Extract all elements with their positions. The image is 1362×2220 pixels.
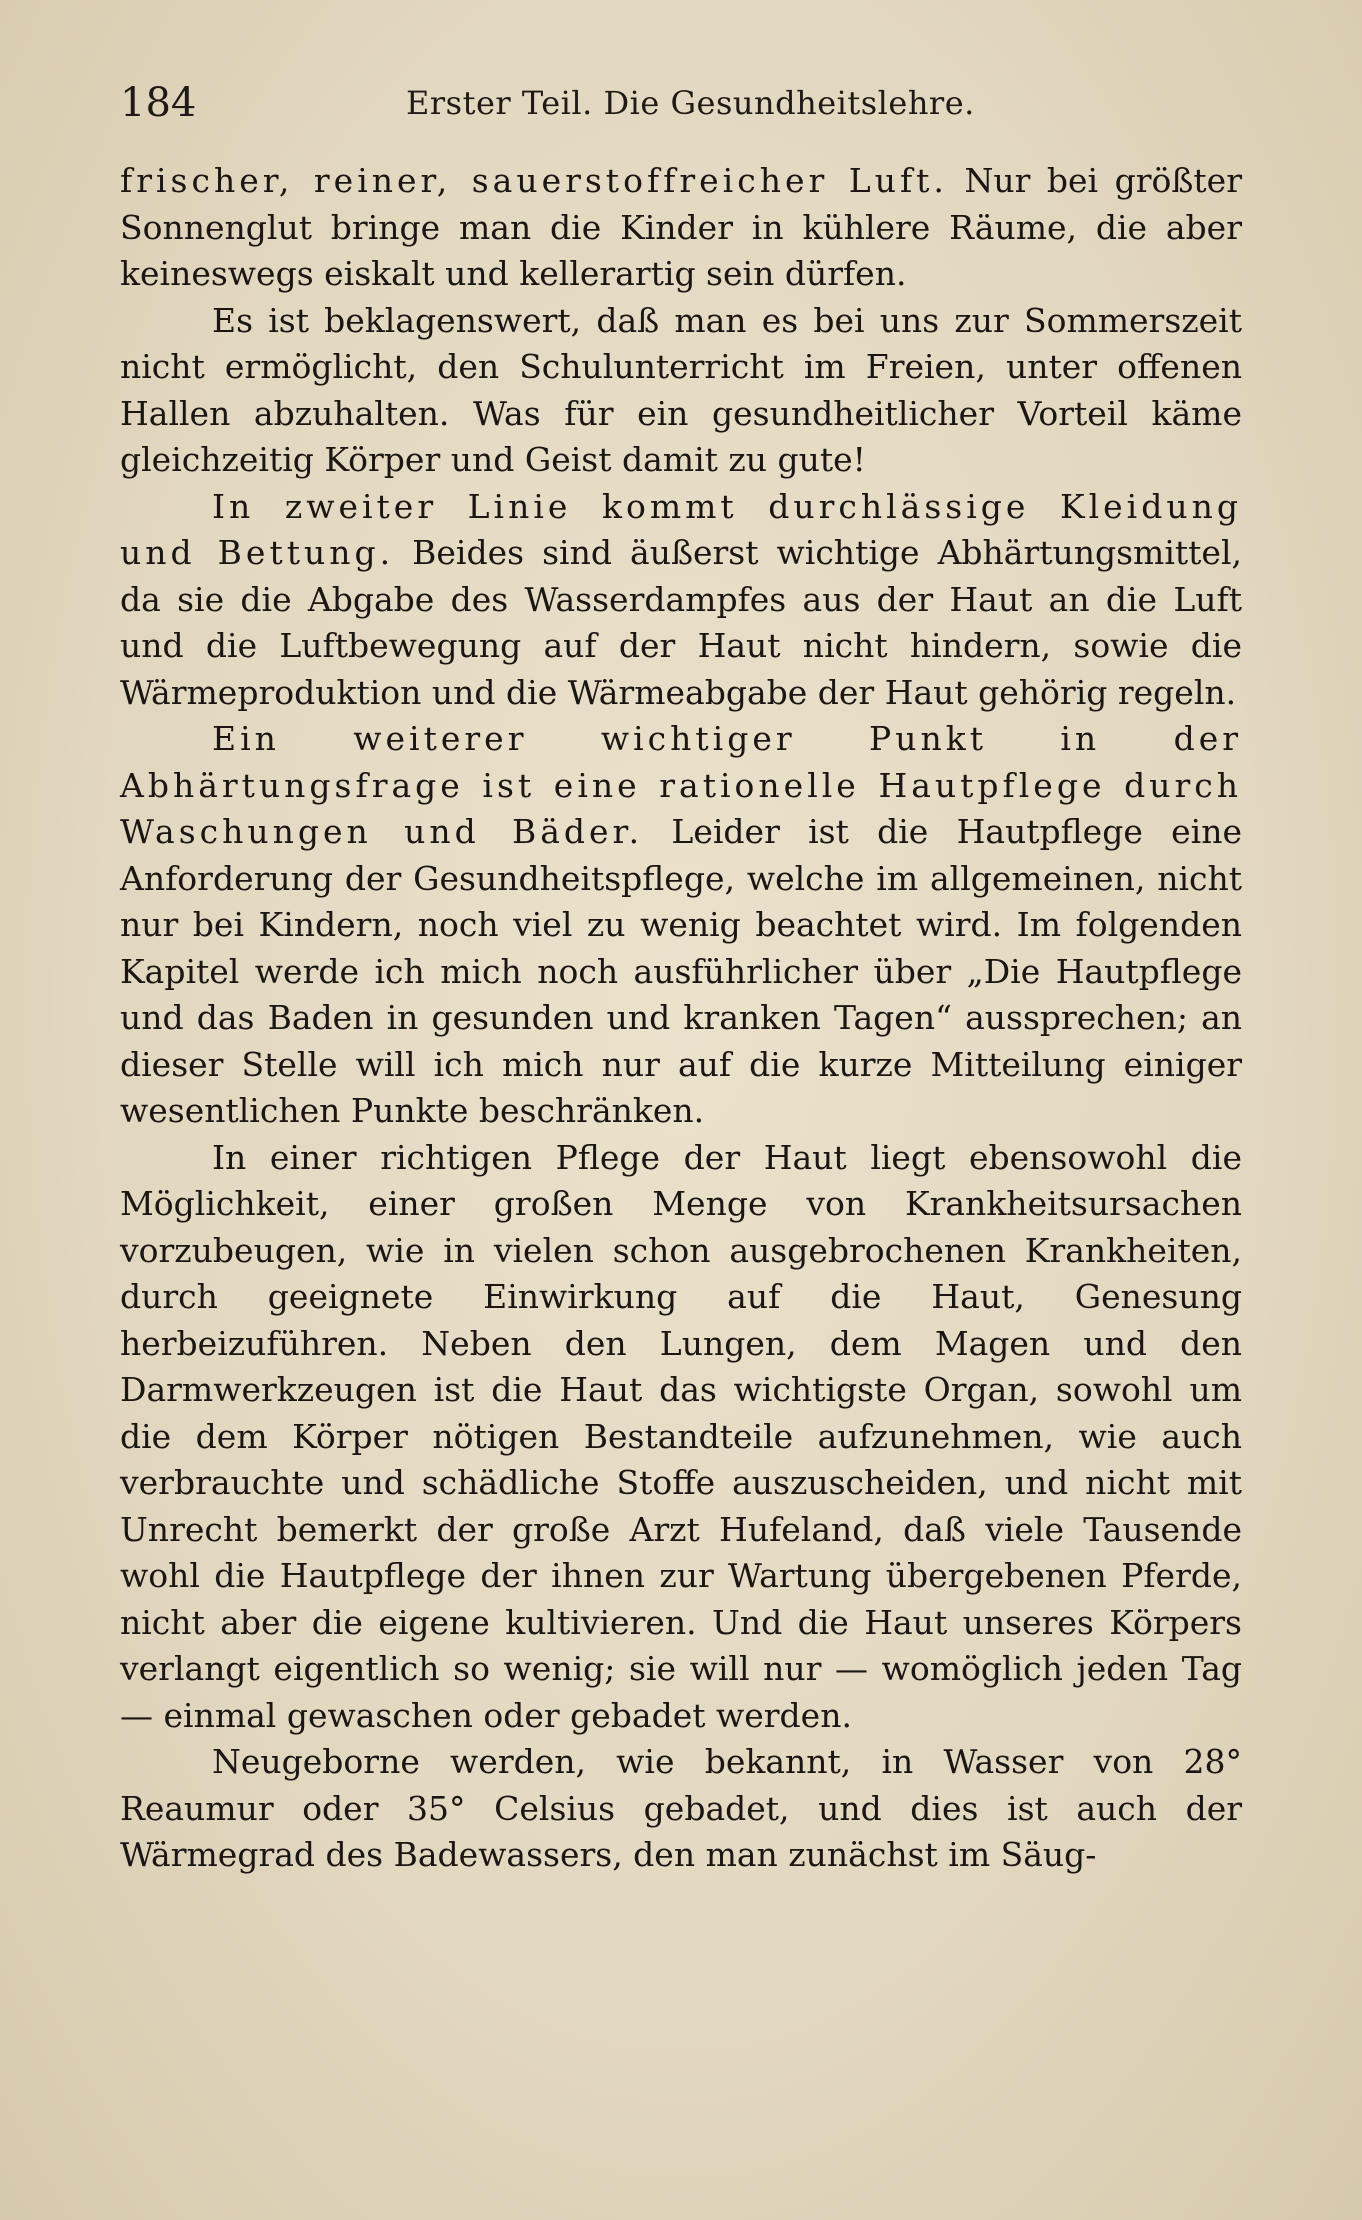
paragraph-text: Beides sind äußerst wichtige Abhärtungsmittel, da sie die Abgabe des Wasserdampfes aus der Haut an die Luft und die Luftbewegung auf der Haut nicht hindern, sowie die Wärmeproduktion und die Wärmeabgabe der Haut gehörig regeln. bbox=[120, 533, 1243, 712]
paragraph-text: Neugeborne werden, wie bekannt, in Wasser von 28° Reaumur oder 35° Celsius gebadet, und dies ist auch der Wärmegrad des Badewassers, den man zunächst im Säug- bbox=[120, 1742, 1242, 1874]
paragraph-text: Es ist beklagenswert, daß man es bei uns zur Sommerszeit nicht ermöglicht, den Schulunterricht im Freien, unter offenen Hallen abzuhalten. Was für ein gesundheitlicher Vorteil käme gleichzeitig Körper und Geist damit zu gute! bbox=[120, 300, 1242, 479]
spaced-emphasis: In zweiter Linie kommt durchlässige Kleidung und Bettung. bbox=[120, 486, 1242, 572]
paragraph-text: Nur bei größter Sonnenglut bringe man die Kinder in kühlere Räume, die aber keineswegs eiskalt und kellerartig sein dürfen. bbox=[120, 161, 1242, 293]
paragraph bbox=[120, 298, 1242, 484]
page-header bbox=[120, 78, 1242, 128]
paragraph bbox=[120, 1135, 1242, 1740]
paragraph bbox=[120, 158, 1242, 298]
running-head: Erster Teil. Die Gesundheitslehre. bbox=[406, 84, 975, 122]
paragraph-text: In einer richtigen Pflege der Haut liegt ebensowohl die Möglichkeit, einer großen Menge von Krankheitsursachen vorzubeugen, wie in vielen schon ausgebrochenen Krankheiten, durch geeignete Einwirkung auf die Haut, Genesung herbeizuführen. Neben den Lungen, dem Magen und den Darmwerkzeugen ist die Haut das wichtigste Organ, sowohl um die dem Körper nötigen Bestandteile aufzunehmen, wie auch verbrauchte und schädliche Stoffe auszuscheiden, und nicht mit Unrecht bemerkt der große Arzt Hufeland, daß viele Tausende wohl die Hautpflege der ihnen zur Wartung übergebenen Pferde, nicht aber die eigene kultivieren. Und die Haut unseres Körpers verlangt eigentlich so wenig; sie will nur — womöglich jeden Tag — einmal gewaschen oder gebadet werden. bbox=[120, 1137, 1242, 1735]
paragraph bbox=[120, 716, 1242, 1135]
body-text bbox=[120, 158, 1242, 1879]
paragraph bbox=[120, 484, 1242, 717]
spaced-emphasis: frischer, reiner, sauerstoffreicher Luft. bbox=[120, 161, 948, 200]
paragraph bbox=[120, 1739, 1242, 1879]
paragraph-text: Leider ist die Hautpflege eine Anforderung der Gesundheitspflege, welche im allgemeinen, nicht nur bei Kindern, noch viel zu wenig beachtet wird. Im folgenden Kapitel werde ich mich noch ausführlicher über „Die Hautpflege und das Baden in gesunden und kranken Tagen“ aussprechen; an dieser Stelle will ich mich nur auf die kurze Mitteilung einiger wesentlichen Punkte beschränken. bbox=[120, 812, 1242, 1130]
page-number: 184 bbox=[120, 80, 197, 126]
spaced-emphasis: Ein weiterer wichtiger Punkt in der Abhärtungsfrage ist eine rationelle Hautpflege durch Waschungen und Bäder. bbox=[120, 719, 1242, 851]
